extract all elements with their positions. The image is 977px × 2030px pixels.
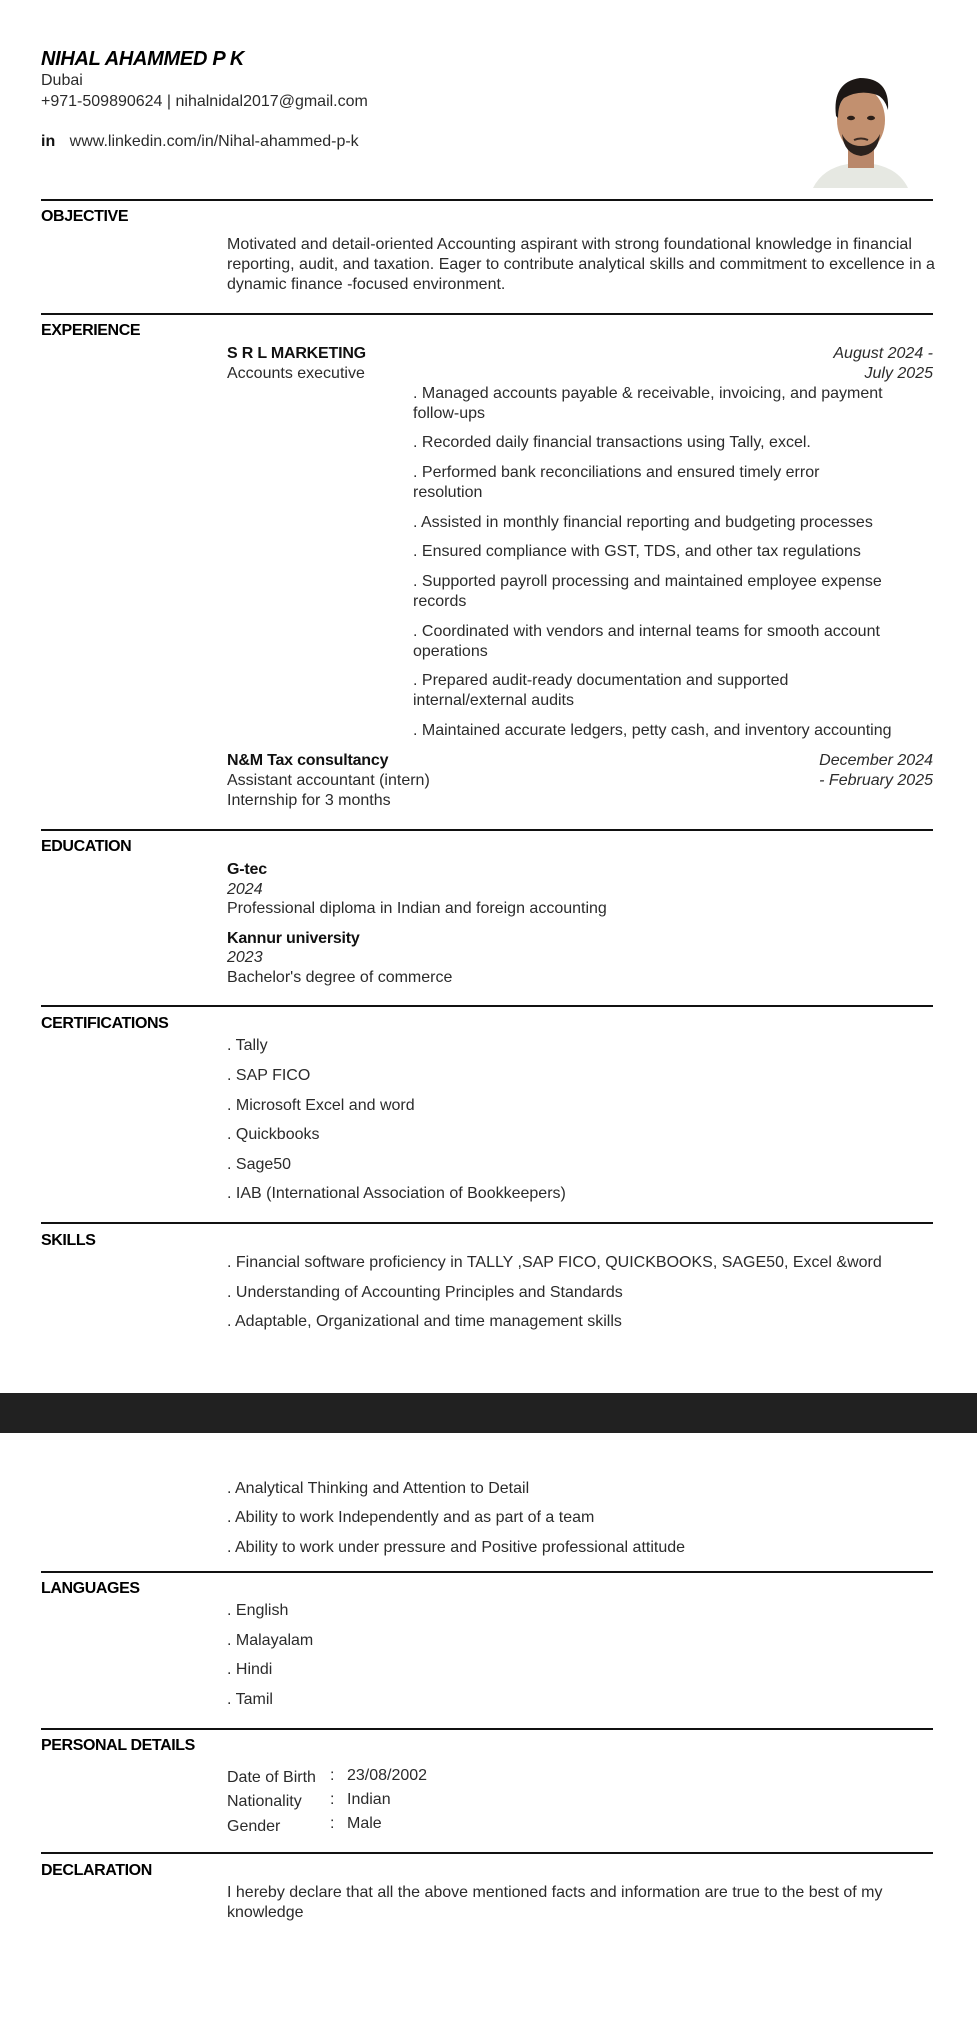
personal-value-dob: 23/08/2002 [347,1767,428,1784]
section-title-certifications: CERTIFICATIONS [41,1015,169,1032]
job-bullet: . Assisted in monthly financial reporting and budgeting processes [413,514,873,531]
skill-item: . Financial software proficiency in TALLY ,SAP FICO, QUICKBOOKS, SAGE50, Excel &word [227,1254,882,1271]
certification-item: . IAB (International Association of Bookkeepers) [227,1185,566,1202]
personal-separator: : [330,1815,335,1832]
divider [41,1222,933,1224]
skill-item: . Ability to work Independently and as part of a team [227,1509,595,1526]
education-school: Kannur university [227,930,360,947]
education-year: 2023 [227,949,263,966]
job-bullet: . Ensured compliance with GST, TDS, and other tax regulations [413,543,861,560]
job-bullet: . Maintained accurate ledgers, petty cash, and inventory accounting [413,722,892,739]
personal-label-gender: Gender [227,1818,281,1835]
personal-label-nationality: Nationality [227,1793,302,1810]
job-bullet: . Coordinated with vendors and internal teams for smooth account operations [413,623,880,660]
job-bullet: . Supported payroll processing and maintained employee expense records [413,573,882,610]
skill-item: . Analytical Thinking and Attention to Detail [227,1480,530,1497]
skill-item: . Ability to work under pressure and Positive professional attitude [227,1539,686,1556]
personal-label-dob: Date of Birth [227,1769,316,1786]
job-role: Accounts executive [227,365,365,382]
section-title-personal-details: PERSONAL DETAILS [41,1737,195,1754]
divider [41,313,933,315]
linkedin-row[interactable] [41,132,359,152]
candidate-name: NIHAL AHAMMED P K [41,48,245,70]
personal-separator: : [330,1767,335,1784]
job-note: Internship for 3 months [227,792,391,809]
divider [41,829,933,831]
personal-value-gender: Male [347,1815,382,1832]
section-title-languages: LANGUAGES [41,1580,140,1597]
language-item: . Hindi [227,1661,273,1678]
job-role: Assistant accountant (intern) [227,772,430,789]
personal-separator: : [330,1791,335,1808]
job-date-start: August 2024 - [833,345,933,362]
divider [41,1005,933,1007]
section-title-objective: OBJECTIVE [41,208,129,225]
language-item: . English [227,1602,289,1619]
language-item: . Tamil [227,1691,273,1708]
job-date-start: December 2024 [819,752,933,769]
location: Dubai [41,72,83,89]
divider [41,1852,933,1854]
linkedin-url[interactable]: www.linkedin.com/in/Nihal-ahammed-p-k [69,133,359,150]
section-title-education: EDUCATION [41,838,132,855]
education-school: G-tec [227,861,267,878]
job-bullet: . Recorded daily financial transactions using Tally, excel. [413,434,811,451]
certification-item: . SAP FICO [227,1067,311,1084]
job-bullet: . Prepared audit-ready documentation and supported internal/external audits [413,672,789,709]
page-break [0,1393,977,1433]
section-title-experience: EXPERIENCE [41,322,141,339]
section-title-declaration: DECLARATION [41,1862,152,1879]
certification-item: . Microsoft Excel and word [227,1097,415,1114]
certification-item: . Sage50 [227,1156,292,1173]
divider [41,1728,933,1730]
job-bullet: . Managed accounts payable & receivable, invoicing, and payment follow-ups [413,385,883,422]
education-year: 2024 [227,881,263,898]
profile-photo [808,60,913,188]
declaration-text: I hereby declare that all the above mentioned facts and information are true to the best of my knowledge [227,1884,883,1921]
divider [41,199,933,201]
skill-item: . Adaptable, Organizational and time management skills [227,1313,622,1330]
education-degree: Bachelor's degree of commerce [227,969,453,986]
certification-item: . Tally [227,1037,268,1054]
language-item: . Malayalam [227,1632,314,1649]
portrait-image [808,60,913,188]
job-date-end: July 2025 [864,365,933,382]
certification-item: . Quickbooks [227,1126,320,1143]
skill-item: . Understanding of Accounting Principles and Standards [227,1284,623,1301]
divider [41,1571,933,1573]
section-title-skills: SKILLS [41,1232,96,1249]
objective-text: Motivated and detail-oriented Accounting aspirant with strong foundational knowledge in financial reporting, audit, and taxation. Eager to contribute analytical skills and commitment to excellence in a dynamic finance -focused environment. [227,236,935,293]
personal-value-nationality: Indian [347,1791,391,1808]
contact-info: +971-509890624 | nihalnidal2017@gmail.com [41,93,368,110]
job-bullet: . Performed bank reconciliations and ensured timely error resolution [413,464,820,501]
linkedin-icon: in [41,133,56,150]
job-company: S R L MARKETING [227,345,366,362]
education-degree: Professional diploma in Indian and foreign accounting [227,900,607,917]
job-company: N&M Tax consultancy [227,752,389,769]
job-date-end: - February 2025 [819,772,933,789]
